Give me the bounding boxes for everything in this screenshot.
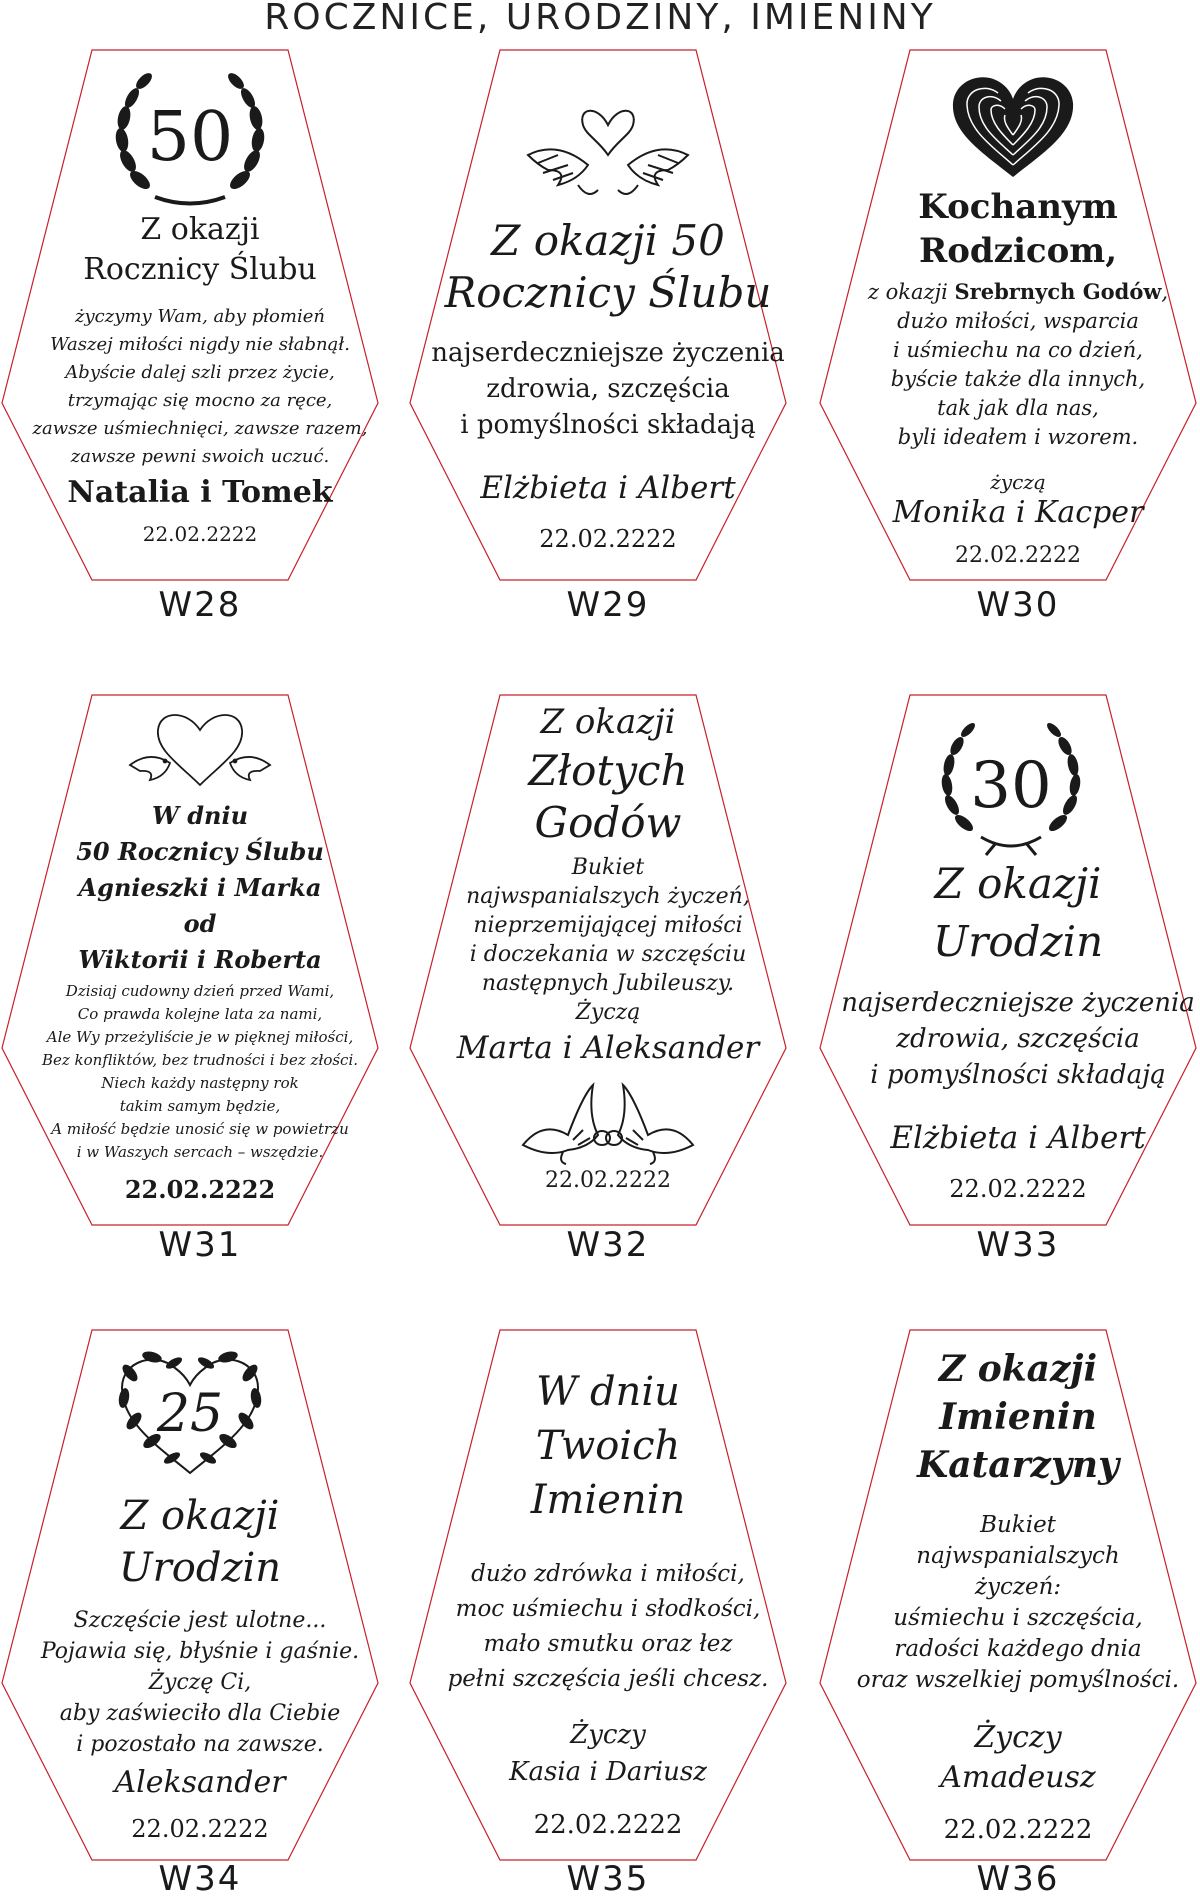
card-w36 <box>818 1325 1200 1899</box>
doves-with-rings-icon <box>508 1080 708 1170</box>
card-heading: W dniu 50 Rocznicy Ślubu Agnieszki i Marka od Wiktorii i Roberta <box>76 801 324 974</box>
card-heading: Z okazji Urodzin <box>932 859 1104 966</box>
card-body: Szczęście jest ulotne... Pojawia się, błyśnie i gaśnie. Życzę Ci, aby zaświeciło dla Ciebie i pozostało na zawsze. <box>40 1608 360 1757</box>
card-date: 22.02.2222 <box>949 1175 1087 1203</box>
leaf-heart-icon <box>110 1343 270 1483</box>
card-signature: Elżbieta i Albert <box>480 470 736 506</box>
card-w32 <box>408 690 808 1265</box>
card-code: W30 <box>976 585 1060 625</box>
card-signature: Amadeusz <box>940 1760 1096 1795</box>
card-signature: Kasia i Dariusz <box>509 1757 707 1787</box>
doves-with-heart-icon <box>518 85 698 205</box>
emblem-number: 50 <box>146 98 234 177</box>
card-body: Bukiet najwspanialszych życzeń: uśmiechu i szczęścia, radości każdego dnia oraz wszelkiej pomyślności. <box>856 1512 1180 1693</box>
card-signature: Elżbieta i Albert <box>890 1120 1146 1156</box>
card-code: W35 <box>566 1859 650 1899</box>
card-signature: Monika i Kacper <box>892 495 1144 530</box>
card-code: W33 <box>976 1225 1060 1265</box>
card-body: Dzisiaj cudowny dzień przed Wami, Co prawda kolejne lata za nami, Ale Wy przeżyliście je w pięknej miłości, Bez konfliktów, bez trudności i bez złości. Niech każdy następny rok takim samym będzie, A miłość będzie unosić się w powietrzu i w Waszych sercach – wszędzie. <box>41 982 359 1161</box>
card-code: W36 <box>976 1859 1060 1899</box>
card-heading: Z okazji Urodzin <box>118 1493 282 1591</box>
card-body: Bukiet najwspanialszych życzeń, nieprzemijającej miłości i doczekania w szczęściu następnych Jubileuszy. Życzą <box>466 855 750 1025</box>
card-body: dużo zdrówka i miłości, moc uśmiechu i słodkości, mało smutku oraz łez pełni szczęścia jeśli chcesz. <box>447 1561 769 1692</box>
card-date: 22.02.2222 <box>545 1168 671 1193</box>
card-w35 <box>408 1325 808 1899</box>
card-body: najserdeczniejsze życzenia zdrowia, szczęścia i pomyślności składają <box>431 338 785 440</box>
card-date: 22.02.2222 <box>955 543 1081 568</box>
card-w30 <box>818 45 1200 625</box>
card-signature: Marta i Aleksander <box>456 1030 760 1066</box>
card-code: W29 <box>566 585 650 625</box>
card-w34 <box>0 1325 400 1899</box>
page-title: ROCZNICE, URODZINY, IMIENINY <box>264 0 936 38</box>
emblem-number: 25 <box>156 1384 224 1444</box>
card-code: W32 <box>566 1225 650 1265</box>
card-signature: Aleksander <box>114 1765 286 1800</box>
card-heading: W dniu Twoich Imienin <box>530 1369 686 1523</box>
card-heading-intro: Z okazji <box>540 702 676 742</box>
emblem-number: 30 <box>970 749 1052 823</box>
card-code: W31 <box>158 1225 242 1265</box>
card-body: z okazji Srebrnych Godów, dużo miłości, wsparcia i uśmiechu na co dzień, byście także dla innych, tak jak dla nas, byli ideałem i wzorem. <box>867 279 1169 449</box>
card-wish-word: Życzy <box>570 1720 646 1750</box>
card-date: 22.02.2222 <box>124 1175 276 1204</box>
card-date: 22.02.2222 <box>131 1815 269 1843</box>
card-code: W28 <box>158 585 242 625</box>
card-heading: Kochanym Rodzicom, <box>918 187 1118 271</box>
card-heading: Z okazji Rocznicy Ślubu <box>83 212 317 287</box>
card-body: najserdeczniejsze życzenia zdrowia, szczęścia i pomyślności składają <box>841 988 1195 1090</box>
doves-heart-outline-icon <box>125 705 275 795</box>
card-date: 22.02.2222 <box>142 522 258 546</box>
card-heading: Z okazji Imienin Katarzyny <box>917 1348 1119 1486</box>
card-signature: Natalia i Tomek <box>67 475 333 510</box>
card-body: życzymy Wam, aby płomień Waszej miłości nigdy nie słabnął. Abyście dalej szli przez życie, trzymając się mocno za ręce, zawsze uśmiechnięci, zawsze razem, zawsze pewni swoich uczuć. <box>32 306 368 467</box>
card-w31 <box>0 690 400 1265</box>
card-wish-word: życzą <box>990 470 1046 494</box>
laurel-wreath-icon <box>936 715 1086 860</box>
card-w33 <box>818 690 1200 1265</box>
card-heading: Z okazji 50 Rocznicy Ślubu <box>444 216 772 317</box>
card-w28 <box>0 45 400 625</box>
card-wish-word: Życzy <box>974 1720 1062 1755</box>
laurel-wreath-icon <box>110 65 270 215</box>
card-date: 22.02.2222 <box>539 525 677 553</box>
card-date: 22.02.2222 <box>533 1810 683 1840</box>
card-w29 <box>408 45 808 625</box>
card-heading: Złotych Godów <box>528 746 688 847</box>
fingerprint-heart-icon <box>943 65 1083 185</box>
card-code: W34 <box>158 1859 242 1899</box>
card-date: 22.02.2222 <box>943 1815 1093 1845</box>
